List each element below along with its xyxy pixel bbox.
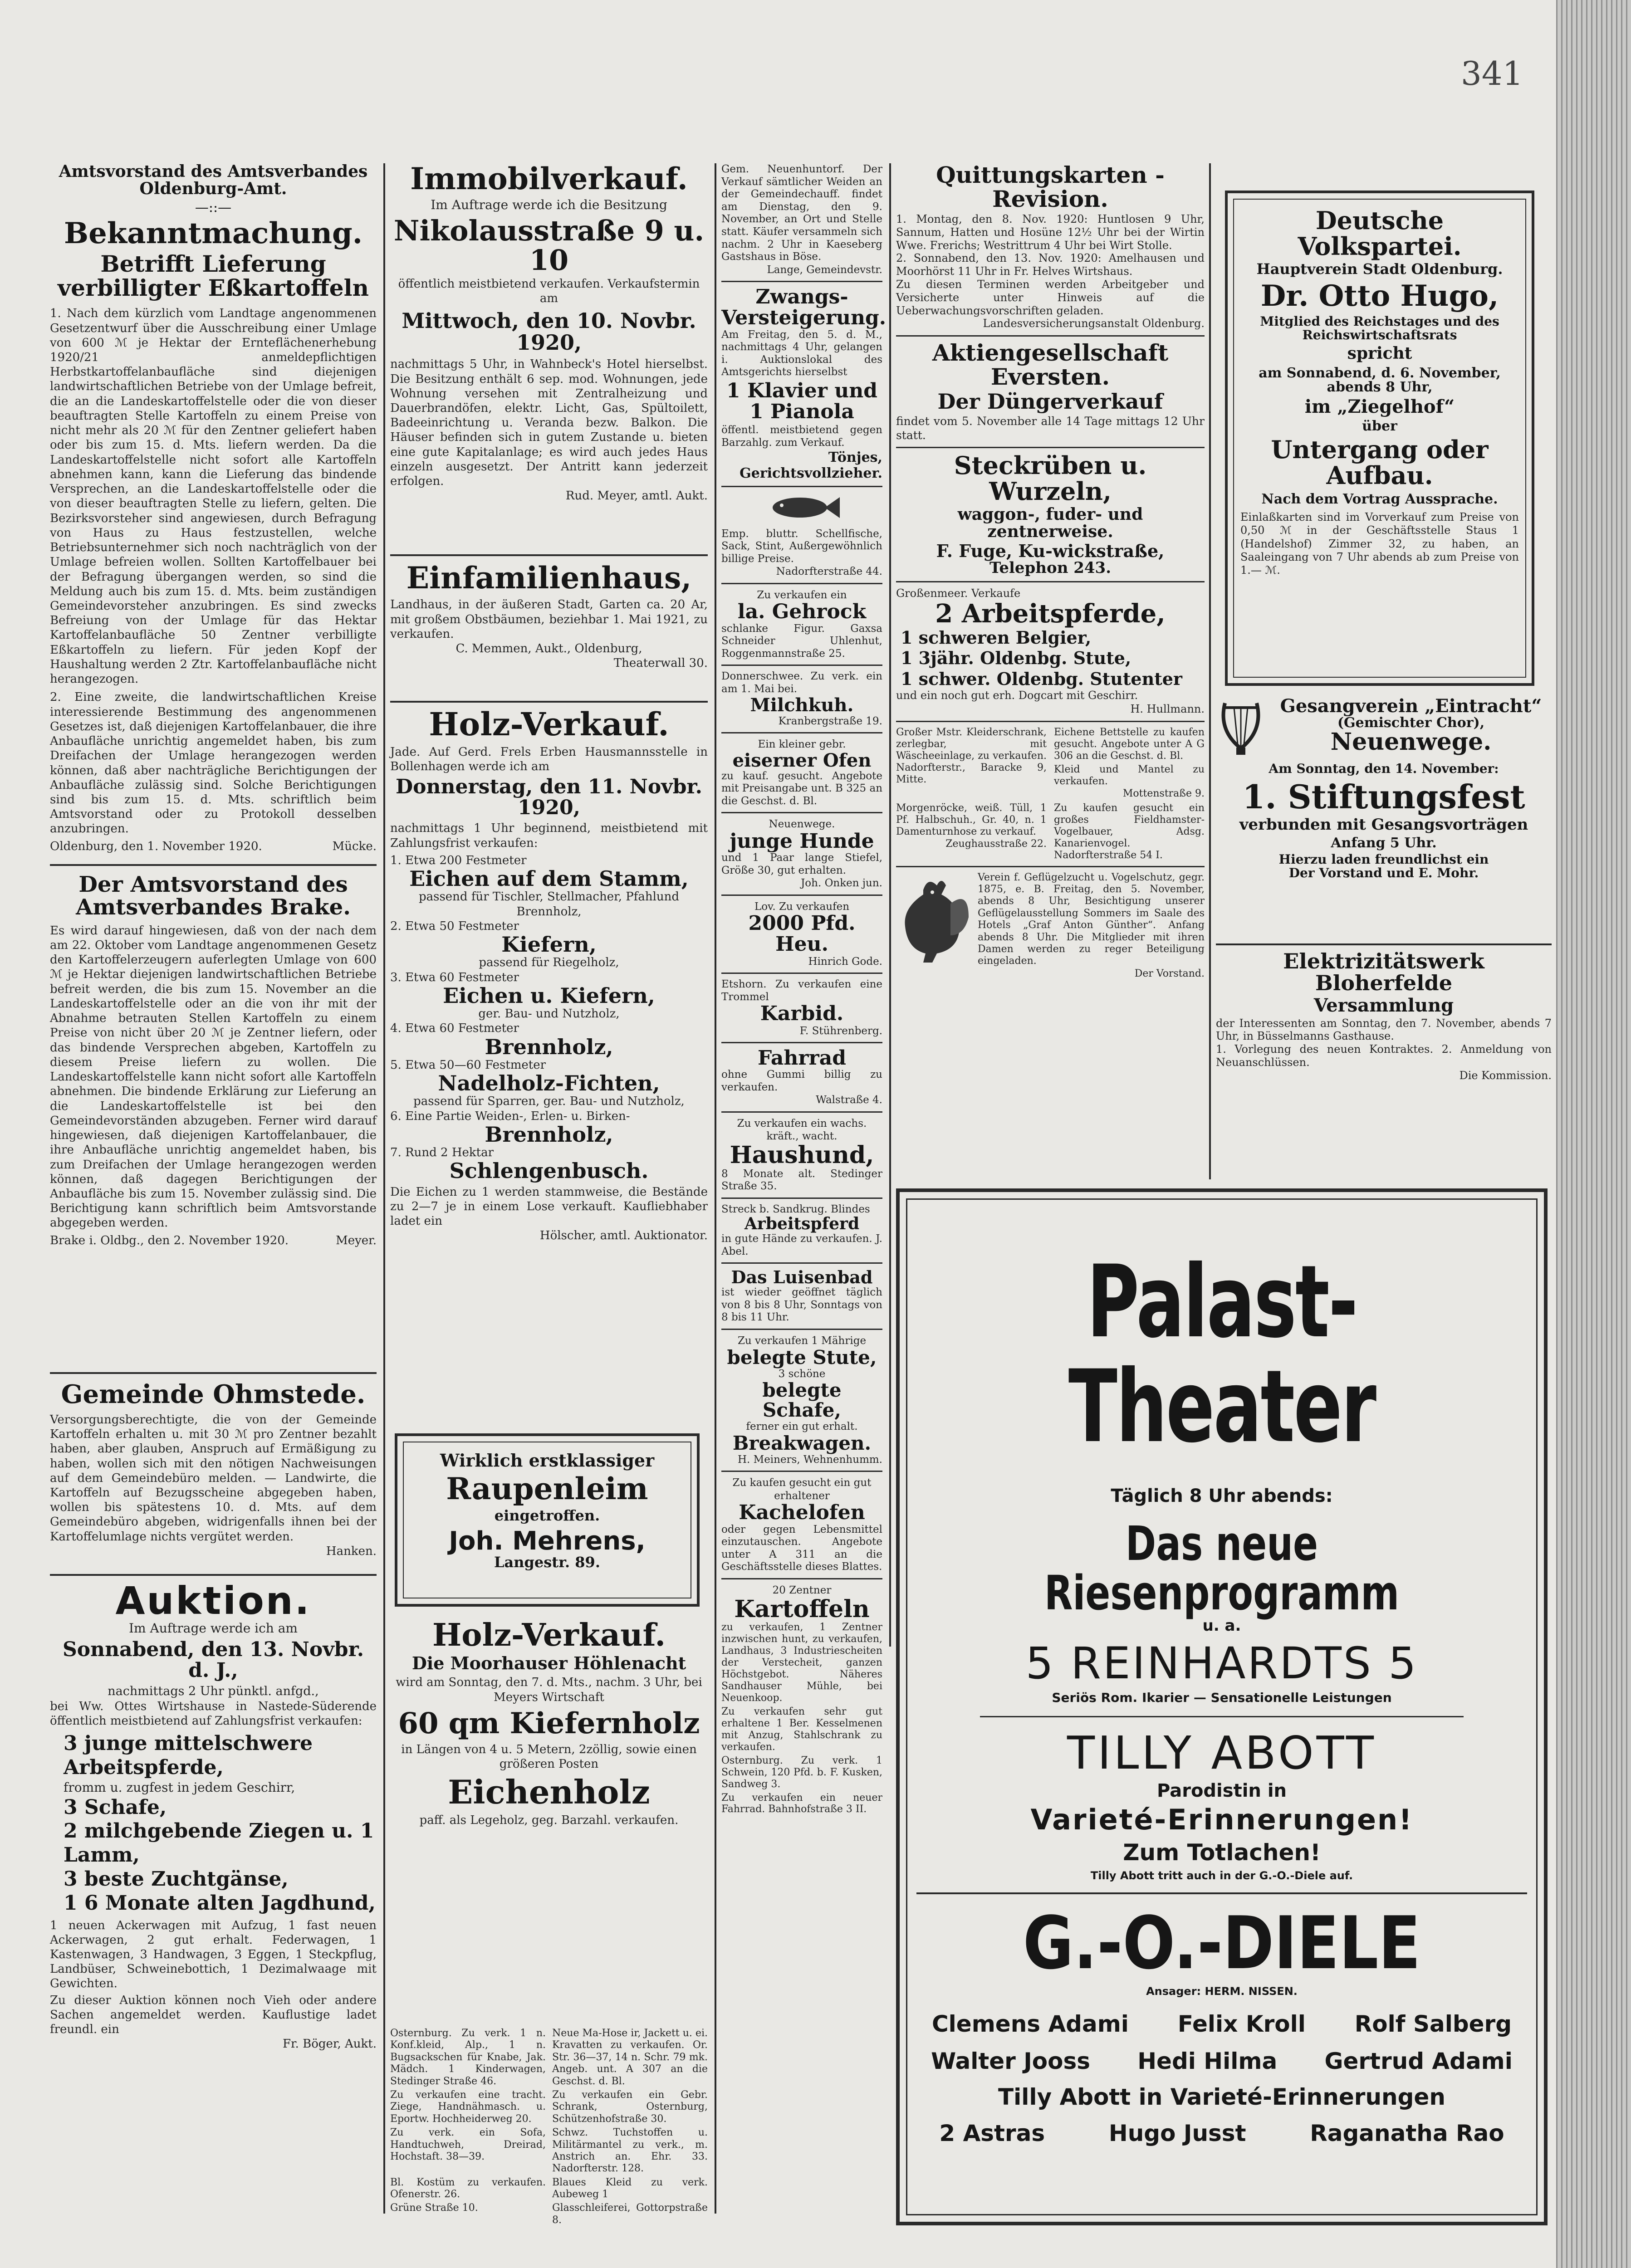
classified-ad: Neue Ma-Hose ir, Jackett u. ei. Kravatten zu verkaufen. Or. Str. 36—37, 14 n. Schr. 79 mk. Angeb. unt. A 307 an die Geschst. d. Bl. xyxy=(552,2028,708,2087)
fahrrad-address: Walstraße 4. xyxy=(816,1094,882,1106)
holz-item: 3. Etwa 60 Festmeter xyxy=(390,970,519,984)
holz-item: ger. Bau- und Nutzholz, xyxy=(478,1007,620,1021)
classified-ad: Zu verkaufen ein Gebr. Schrank, Osternburg, Schützenhofstraße 30. xyxy=(552,2089,708,2125)
divider xyxy=(721,1329,882,1330)
steckrueben-title: Steckrüben u. Wurzeln, xyxy=(954,451,1147,506)
holz-item: Eichen u. Kiefern, xyxy=(443,983,655,1008)
schafe-intro: 3 schöne xyxy=(778,1368,826,1380)
elektrizitaet-signature: Die Kommission. xyxy=(1459,1069,1552,1082)
palast-theater-reinhardts: 5 REINHARDTS 5 xyxy=(1025,1638,1418,1689)
auktion-ad xyxy=(50,1581,377,2193)
gesangverein-header xyxy=(1216,694,1552,758)
stute-title: belegte Stute, xyxy=(727,1346,877,1369)
arbeitspferde-title: 2 Arbeitspferde, xyxy=(935,598,1166,629)
authority-heading: Amtsvorstand des Amtsverbandes Oldenburg-Amt. xyxy=(59,162,368,198)
signature-place: Oldenburg, den 1. November 1920. xyxy=(50,839,262,853)
gesangverein-place: Neuenwege. xyxy=(1330,728,1492,756)
auktion-signature: Fr. Böger, Aukt. xyxy=(282,2037,377,2051)
quittung-title: Quittungskarten - Revision. xyxy=(936,161,1165,212)
palast-theater-title: Palast-Theater xyxy=(1068,1244,1376,1465)
auktion-items xyxy=(50,1732,377,1915)
steckrueben-phone: Telephon 243. xyxy=(989,559,1112,577)
column-rule xyxy=(383,163,385,2214)
immobil-body: nachmittags 5 Uhr, in Wahnbeck's Hotel hierselbst. Die Besitzung enthält 6 sep. mod. Wohnungen, jede Wohnung versehen mit Zentralheizung und Dauerbrandöfen, elektr. Licht, Gas, Spültoilett, Badeeinrichtung u. Veranda bezw. Balkon. Die Häuser befinden sich in gutem Zustande u. bieten eine gute Kapitalanlage; es wird auch jedes Haus einzeln ausgesetzt. Der Antritt kann jederzeit erfolgen. xyxy=(390,357,708,489)
kachelofen-title: Kachelofen xyxy=(739,1501,865,1525)
kartoffeln-body: zu verkaufen, 1 Zentner inzwischen hunt, zu verkaufen, Landhaus, 3 Industriescheiten der Verstecheit, ganzen Höchstgebot. Näheres Sandhauser Mühle, bei Neuenkoop. xyxy=(721,1622,882,1704)
performer: Hedi Hilma xyxy=(1137,2048,1278,2075)
auktion-item: 3 beste Zuchtgänse, xyxy=(64,1867,289,1891)
raupenleim-inner xyxy=(403,1442,691,1598)
dvp-title: Deutsche Volkspartei. xyxy=(1298,206,1462,261)
einfamilienhaus-sig: C. Memmen, Aukt., Oldenburg, xyxy=(456,642,642,655)
small-ad: Kleid und Mantel zu verkaufen. xyxy=(1054,763,1205,787)
haushund-intro: Zu verkaufen ein wachs. kräft., wacht. xyxy=(737,1117,867,1143)
immobil-signature: Rud. Meyer, amtl. Aukt. xyxy=(565,489,708,503)
einfamilienhaus-body: Landhaus, in der äußeren Stadt, Garten ca. 20 Ar, mit großem Obstbäumen, beziehbar 1. Mai 1921, zu verkaufen. xyxy=(390,598,708,641)
column-3 xyxy=(721,163,887,2195)
performer: Felix Kroll xyxy=(1177,2011,1306,2038)
holz-item: 1. Etwa 200 Festmeter xyxy=(390,853,527,867)
palast-theater-program: Das neue Riesenprogramm xyxy=(1044,1516,1399,1621)
immobil-ad xyxy=(390,163,708,553)
steckrueben-sub: waggon-, fuder- und zentnerweise. xyxy=(957,504,1143,541)
divider xyxy=(721,1262,882,1264)
holz-signature: Hölscher, amtl. Auktionator. xyxy=(539,1229,708,1243)
arbeitspferde-item: 1 schweren Belgier, xyxy=(901,627,1092,648)
quittung-body-3: Zu diesen Terminen werden Arbeitgeber und Versicherte unter Hinweis auf die Ueberwachungsvorschriften geladen. xyxy=(896,278,1205,317)
haushund-title: Haushund, xyxy=(730,1141,874,1169)
holz-items xyxy=(390,853,708,1182)
small-ads-stack xyxy=(721,163,887,1815)
raupenleim-title: Raupenleim xyxy=(446,1471,648,1506)
stiftungsfest-signature: Der Vorstand und E. Mohr. xyxy=(1288,865,1479,880)
palast-theater-totlachen: Zum Totlachen! xyxy=(1123,1839,1321,1866)
eversten-body: findet vom 5. November alle 14 Tage mittags 12 Uhr statt. xyxy=(896,415,1205,442)
raupenleim-line: Wirklich erstklassiger xyxy=(440,1450,655,1471)
auktion-item: 2 milchgebende Ziegen u. 1 Lamm, xyxy=(64,1819,374,1867)
holz-item: 4. Etwa 60 Festmeter xyxy=(390,1022,519,1036)
divider xyxy=(721,1111,882,1113)
holz-item: 6. Eine Partie Weiden-, Erlen- u. Birken- xyxy=(390,1109,630,1123)
holz-title: Holz-Verkauf. xyxy=(429,705,669,743)
signature-name: Meyer. xyxy=(336,1233,377,1247)
go-diele-row xyxy=(907,2011,1536,2037)
ofen-intro: Ein kleiner gebr. xyxy=(758,738,846,751)
elektrizitaet-title: Elektrizitätswerk Bloherfelde xyxy=(1283,949,1484,996)
holz2-big-2: Eichenholz xyxy=(448,1773,650,1812)
gem-signature: Lange, Gemeindevstr. xyxy=(767,264,882,276)
auktion-date: Sonnabend, den 13. Novbr. d. J., xyxy=(62,1637,364,1682)
stiftungsfest-sub: verbunden mit Gesangsvorträgen xyxy=(1239,815,1528,834)
ofen-body: zu kauf. gesucht. Angebote mit Preisangabe unt. B 325 an die Geschst. d. Bl. xyxy=(721,770,883,807)
immobil-intro: Im Auftrage werde ich die Besitzung xyxy=(431,197,667,213)
gefluegel-body: Verein f. Geflügelzucht u. Vogelschutz, gegr. 1875, e. B. Freitag, den 5. November, abends 8 Uhr, Besichtigung unserer Geflügelausstellung Sommers im Saale des Hotels „Graf Anton Günther“. Anfang abends 8 Uhr. Die Mitglieder mit ihren Damen werden zu reger Beteiligung eingeladen. xyxy=(978,871,1205,967)
notice-body-1: 1. Nach dem kürzlich vom Landtage angenommenen Gesetzentwurf über die Ausschreibung einer Umlage von 600 ℳ je Hektar der Ernteflächenerhebung 1920/21 anmeldepflichtigen Herbstkartoffelanbaufläche sind diejenigen landwirtschaftlichen Betriebe von der Umlage befreit, die an die Landeskartoffelstelle oder die von dieser beauftragten Stelle Kartoffeln zu einem Preise von nicht mehr als 20 ℳ für den Zentner geliefert haben oder bis zum 15. d. Mts. liefern werden. Da die Landeskartoffelstelle nicht sofort alle Kartoffeln abnehmen kann, kann die Lieferung das bindende Versprechen, an die Landeskartoffelstelle oder die von dieser beauftragten Stelle zu liefern, gelten. Die Bezirksvorsteher sind angewiesen, durch Befragung von Haus zu Haus festzustellen, welche Betriebsunternehmer sich noch nachträglich von der Umlage befreien wollen. Sollten Kartoffelbauer bei der Befragung übergangen werden, so sind die Meldung auch bis zum 15. d. Mts. beim zuständigen Gemeindevorsteher anzubringen. Es sind zwecks Befreiung von der Umlage für das Hektar Kartoffelanbaufläche 50 Zentner verbilligte Eßkartoffeln zu liefern. Für jeden Kopf der Haushaltung werden 2 Ztr. Kartoffelanbaufläche nicht herangezogen. xyxy=(50,307,377,686)
auktion-item: 3 junge mittelschwere Arbeitspferde, xyxy=(64,1732,313,1779)
divider xyxy=(721,1042,882,1043)
auktion-title: Auktion. xyxy=(115,1579,311,1623)
ofen-title: eiserner Ofen xyxy=(732,749,872,771)
dvp-speaker: Dr. Otto Hugo, xyxy=(1260,279,1499,313)
holz2-text-2: in Längen von 4 u. 5 Metern, 2zöllig, sowie einen größeren Posten xyxy=(401,1742,697,1771)
dvp-date: am Sonnabend, d. 6. November, abends 8 Uhr, xyxy=(1259,365,1501,396)
column-1 xyxy=(50,163,377,2195)
divider xyxy=(50,1372,377,1374)
classified-ad: Schwz. Tuchstoffen u. Militärmantel zu verk., m. Anstrich an. Ehr. 33. Nadorfterstr. 128. xyxy=(552,2127,708,2175)
milch-address: Kranbergstraße 19. xyxy=(778,715,882,727)
holz2-text-3: paff. als Legeholz, geg. Barzahl. verkaufen. xyxy=(419,1813,679,1827)
arbeitspferde-item: 1 3jähr. Oldenbg. Stute, xyxy=(901,648,1131,669)
column-rule xyxy=(889,163,891,1647)
gehrock-intro: Zu verkaufen ein xyxy=(757,589,847,601)
notice-body-2: 2. Eine zweite, die landwirtschaftlichen Kreise interessierende Bestimmung des angenommenen Gesetzes ist, daß diejenigen Kartoffelanbauer, die ihre Anbaufläche unrichtig angemeldet haben, bis zum Dreifachen der Umlage herangezogen werden können, daß aber nachträgliche Berichtigungen der Anbaufläche zulässig sind. Solche Berichtigungen sind bis zum 15. d. Mts. schriftlich beim Amtsvorstand oder zu Protokoll desselben anzubringen. xyxy=(50,690,377,836)
holz-date: Donnerstag, den 11. Novbr. 1920, xyxy=(396,775,702,820)
palast-theater-daily: Täglich 8 Uhr abends: xyxy=(1111,1486,1333,1506)
dvp-sub: Hauptverein Stadt Oldenburg. xyxy=(1256,260,1503,278)
performer: Hugo Jusst xyxy=(1108,2120,1246,2146)
luisenbad-title: Das Luisenbad xyxy=(731,1267,873,1288)
steckrueben-seller: F. Fuge, Ku-wickstraße, xyxy=(936,541,1165,562)
quittung-body-2: 2. Sonnabend, den 13. Nov. 1920: Amelhausen und Moorhörst 11 Uhr in Fr. Helves Wirtshaus. xyxy=(896,252,1205,278)
classified-ad: Zu verk. ein Sofa, Handtuchweh, Dreirad, Hochstaft. 38—39. xyxy=(390,2127,546,2162)
kachelofen-body: oder gegen Lebensmittel einzutauschen. Angebote unter A 311 an die Geschäftsstelle dieses Blattes. xyxy=(721,1523,882,1573)
divider xyxy=(390,701,708,703)
kartoffeln-more: Zu verkaufen sehr gut erhaltene 1 Ber. Kesselmenen mit Anzug, Stahlschrank zu verkaufen. xyxy=(721,1706,882,1753)
hunde-body: und 1 Paar lange Stiefel, Größe 30, gut erhalten. xyxy=(721,852,882,876)
immobil-title: Immobilverkauf. xyxy=(410,161,688,196)
holz-item: 7. Rund 2 Hektar xyxy=(390,1146,494,1160)
divider xyxy=(980,1716,1464,1717)
divider xyxy=(50,1574,377,1576)
auktion-place: bei Ww. Ottes Wirtshause in Nastede-Süderende öffentlich meistbietend auf Zahlungsfrist verkaufen: xyxy=(50,1699,377,1728)
holz-item: passend für Tischler, Stellmacher, Pfahlund Brennholz, xyxy=(418,890,680,919)
holz-item: Kiefern, xyxy=(501,932,597,957)
go-diele-row xyxy=(907,2120,1536,2146)
kachelofen-intro: Zu kaufen gesucht ein gut erhaltener xyxy=(732,1477,872,1502)
divider xyxy=(721,665,882,666)
palast-theater-ad xyxy=(896,1188,1548,2225)
performer: Rolf Salberg xyxy=(1354,2011,1512,2038)
quittung-body: 1. Montag, den 8. Nov. 1920: Huntlosen 9 Uhr, Sannum, Hatten und Hosüne 12½ Uhr bei der Wirtin Wwe. Frerichs; Westrittrum 4 Uhr bei Wirt Stolle. xyxy=(896,213,1205,252)
signature-place: Brake i. Oldbg., den 2. November 1920. xyxy=(50,1233,289,1247)
gefluegel-ad xyxy=(896,872,1205,980)
karbid-title: Karbid. xyxy=(760,1002,844,1026)
divider xyxy=(50,864,377,866)
go-diele-tilly: Tilly Abott in Varieté-Erinnerungen xyxy=(998,2084,1445,2111)
classified-ad: Zu verkaufen eine tracht. Ziege, Handnähmasch. u. Eportw. Hochheiderweg 20. xyxy=(390,2089,546,2125)
page-number: 341 xyxy=(1461,54,1523,93)
auktion-time: nachmittags 2 Uhr pünktl. anfgd., xyxy=(108,1684,319,1699)
immobil-address: Nikolausstraße 9 u. 10 xyxy=(393,214,705,277)
arbeitspferd-body: in gute Hände zu verkaufen. J. Abel. xyxy=(721,1233,882,1257)
fahrrad-body: ohne Gummi billig zu verkaufen. xyxy=(721,1069,882,1093)
divider xyxy=(721,732,882,733)
schwein-ad: Osternburg. Zu verk. 1 Schwein, 120 Pfd. b. F. Kusken, Sandweg 3. xyxy=(721,1755,882,1790)
brake-body: Es wird darauf hingewiesen, daß von der nach dem am 22. Oktober vom Landtage angenommenen Gesetz den Kartoffelerzeugern auferlegten Umlage von 600 ℳ je Hektar diejenigen landwirtschaftlichen Betriebe befreit werden, die bis zum 15. November an die Landeskartoffelstelle oder an die von ihr mit der Abnahme betrauten Stellen Kartoffeln zu einem Preise von nicht über 20 ℳ je Zentner liefern, oder das bindende Versprechen abgeben, Kartoffeln zu diesem Preise liefern zu wollen. Die Landeskartoffelstelle kann nicht sofort alle Kartoffeln abnehmen. Die bindende Erklärung zur Lieferung an die Landeskartoffelstelle ist bei den Gemeindevorständen abzugeben. Ferner wird darauf hingewiesen, daß diejenigen Kartoffelanbauer, die ihre Anbaufläche unrichtig angemeldet haben, bis zum Dreifachen der Umlage herangezogen werden können, daß dagegen Berichtigungen der Anbaufläche bis zum 15. November zulässig sind. Die Berichtigung kann schriftlich beim Amtsvorstande abgegeben werden. xyxy=(50,924,377,1230)
divider xyxy=(721,281,882,282)
gesangverein-title: Gesangverein „Eintracht“ xyxy=(1280,695,1542,717)
dvp-topic: Untergang oder Aufbau. xyxy=(1271,435,1489,490)
performer: Gertrud Adami xyxy=(1324,2048,1513,2075)
zwang-body: Am Freitag, den 5. d. M., nachmittags 4 Uhr, gelangen i. Auktionslokal des Amtsgerichts hierselbst xyxy=(721,328,882,378)
divider xyxy=(721,812,882,813)
ohmstede-signature: Hanken. xyxy=(326,1544,377,1558)
holz2-sub: Die Moorhauser Höhlenacht xyxy=(411,1653,686,1674)
performer: Raganatha Rao xyxy=(1310,2120,1504,2146)
holz-intro: Jade. Auf Gerd. Frels Erben Hausmannsstelle in Bollenhagen werde ich am xyxy=(390,745,708,773)
hunde-signature: Joh. Onken jun. xyxy=(801,877,882,890)
divider xyxy=(721,486,882,487)
raupenleim-seller: Joh. Mehrens, xyxy=(449,1526,646,1556)
einfamilienhaus-sig-2: Theaterwall 30. xyxy=(613,656,708,670)
dvp-desc: Mitglied des Reichstages und des Reichswirtschaftsrats xyxy=(1260,314,1499,342)
fish-icon xyxy=(721,492,882,525)
immobil-date: Mittwoch, den 10. Novbr. 1920, xyxy=(402,308,696,355)
dvp-after: Nach dem Vortrag Aussprache. xyxy=(1261,491,1498,507)
signature-name: Mücke. xyxy=(332,839,377,853)
heu-title: 2000 Pfd. Heu. xyxy=(748,912,856,956)
auktion-intro: Im Auftrage werde ich am xyxy=(129,1621,298,1636)
performer: Walter Jooss xyxy=(931,2048,1091,2075)
rooster-icon xyxy=(896,872,973,980)
zwang-signature: Tönjes, Gerichtsvollzieher. xyxy=(740,449,882,481)
holz-time: nachmittags 1 Uhr beginnend, meistbietend mit Zahlungsfrist verkaufen: xyxy=(390,821,708,850)
breakwagen-signature: H. Meiners, Wehnenhumm. xyxy=(737,1453,882,1466)
breakwagen-intro: ferner ein gut erhalt. xyxy=(746,1421,858,1433)
palast-theater-tilly: TILLY ABOTT xyxy=(1067,1726,1376,1780)
go-diele-ansager: Ansager: HERM. NISSEN. xyxy=(1146,1985,1298,1998)
palast-theater-ua: u. a. xyxy=(1202,1617,1241,1635)
arbeitspferde-note: und ein noch gut erh. Dogcart mit Geschirr. xyxy=(896,689,1138,702)
stiftungsfest-start: Anfang 5 Uhr. xyxy=(1331,835,1437,851)
dvp-spricht: spricht xyxy=(1347,343,1412,363)
zwang-title: Zwangs-Versteigerung. xyxy=(721,285,887,330)
holz2-big: 60 qm Kiefernholz xyxy=(398,1706,700,1740)
book-gutter xyxy=(1556,0,1631,2268)
karbid-signature: F. Stührenberg. xyxy=(799,1025,882,1037)
classifieds-col2 xyxy=(390,2028,708,2226)
divider xyxy=(896,447,1205,448)
small-ad: Zu kaufen gesucht ein großes Fieldhamster-Vogelbauer, Adsg. Kanarienvogel. Nadorfterstraße 54 I. xyxy=(1054,802,1205,861)
kartoffel-notice xyxy=(50,163,377,862)
notice-subject: Betrifft Lieferung verbilligter Eßkartoffeln xyxy=(58,250,369,301)
holz-item: passend für Sparren, ger. Bau- und Nutzholz, xyxy=(413,1095,685,1109)
schafe-title: belegte Schafe, xyxy=(762,1379,842,1422)
arbeitspferd-title: Arbeitspferd xyxy=(744,1214,860,1234)
dvp-place: im „Ziegelhof“ xyxy=(1304,396,1455,417)
auktion-note: Zu dieser Auktion können noch Vieh oder andere Sachen angemeldet werden. Kauflustige ladet freundl. ein xyxy=(50,1993,377,2037)
small-ad: Eichene Bettstelle zu kaufen gesucht. Angebote unter A G 306 an die Geschst. d. Bl. xyxy=(1054,726,1205,762)
heu-signature: Hinrich Gode. xyxy=(808,955,882,968)
divider xyxy=(1216,943,1552,945)
dvp-inner xyxy=(1233,199,1526,678)
dvp-tickets: Einlaßkarten sind im Vorverkauf zum Preise von 0,50 ℳ in der Geschäftsstelle Staus 1 (Handelshof) Zimmer 32, zu haben, an Saaleingang von 7 Uhr abends ab zum Preise von 1.— ℳ. xyxy=(1240,511,1519,577)
classified-ad: Blaues Kleid zu verk. Aubeweg 1 xyxy=(552,2176,708,2200)
raupenleim-address: Langestr. 89. xyxy=(494,1553,600,1571)
raupenleim-line: eingetroffen. xyxy=(494,1507,600,1525)
divider xyxy=(721,973,882,974)
fish-ad: Emp. bluttr. Schellfische, Sack, Stint, Außergewöhnlich billige Preise. xyxy=(721,528,882,565)
classified-ad: Grüne Straße 10. xyxy=(390,2202,478,2214)
milch-intro: Donnerschwee. Zu verk. ein am 1. Mai bei. xyxy=(721,670,882,695)
divider xyxy=(721,583,882,584)
holz-item: 5. Etwa 50—60 Festmeter xyxy=(390,1058,546,1072)
stute-intro: Zu verkaufen 1 Mährige xyxy=(737,1335,867,1347)
ohmstede-title: Gemeinde Ohmstede. xyxy=(61,1379,366,1409)
raupenleim-ad xyxy=(395,1433,700,1607)
gesangverein-ad xyxy=(1216,694,1552,939)
divider xyxy=(896,581,1205,582)
palast-theater-reinhardts-sub: Seriös Rom. Ikarier — Sensationelle Leistungen xyxy=(1052,1690,1392,1705)
small-ad: Großer Mstr. Kleiderschrank, zerlegbar, mit Wäscheeinlage, zu verkaufen. Nadorfterstr., Baracke 9, Mitte. xyxy=(896,726,1047,785)
gehrock-title: la. Gehrock xyxy=(737,600,867,624)
divider xyxy=(721,1471,882,1472)
palast-theater-parodistin: Parodistin in xyxy=(1156,1780,1287,1802)
small-ad-address: Mottenstraße 9. xyxy=(1122,787,1205,799)
breakwagen-title: Breakwagen. xyxy=(732,1432,872,1454)
gem-notice: Gem. Neuenhuntorf. Der Verkauf sämtlicher Weiden an der Gemeindechauff. findet am Dienstag, den 9. November, an Ort und Stelle statt. Käufer versammeln sich nachm. 2 Uhr in Kaeseberg Gastshaus in Böse. xyxy=(721,163,882,263)
hunde-title: junge Hunde xyxy=(730,829,874,853)
dvp-ad xyxy=(1225,191,1534,686)
palast-theater-note: Tilly Abott tritt auch in der G.-O.-Diele auf. xyxy=(1090,1869,1353,1882)
classified-ad: Bl. Kostüm zu verkaufen. Ofenerstr. 26. xyxy=(390,2176,546,2200)
luisenbad-body: ist wieder geöffnet täglich von 8 bis 8 Uhr, Sonntags von 8 bis 11 Uhr. xyxy=(721,1286,882,1324)
go-diele-row xyxy=(907,2048,1536,2074)
column-rule xyxy=(715,163,716,2214)
divider xyxy=(390,554,708,556)
haushund-body: 8 Monate alt. Stedinger Straße 35. xyxy=(721,1168,882,1193)
small-ad-group xyxy=(1054,727,1205,800)
arbeitspferd-intro: Streck b. Sandkrug. Blindes xyxy=(721,1203,870,1215)
divider xyxy=(721,1578,882,1579)
eversten-title: Aktiengesellschaft Eversten. xyxy=(932,339,1169,390)
einfamilienhaus-ad xyxy=(390,562,708,699)
divider xyxy=(896,335,1205,337)
auktion-more: 1 neuen Ackerwagen mit Aufzug, 1 fast neuen Ackerwagen, 2 gut erhalt. Federwagen, 1 Kastenwagen, 3 Handwagen, 3 Eggen, 1 Steckpflug, Landbüser, Schweinebottich, 1 Dezimalwaage mit Gewichten. xyxy=(50,1918,377,1991)
column-4-stack xyxy=(896,163,1205,980)
stiftungsfest-title: 1. Stiftungsfest xyxy=(1242,777,1525,816)
elektrizitaet-items: 1. Vorlegung des neuen Kontraktes. 2. Anmeldung von Neuanschlüssen. xyxy=(1216,1043,1552,1069)
column-2 xyxy=(390,161,708,2226)
dvp-ueber: über xyxy=(1362,418,1397,434)
fish-address: Nadorfterstraße 44. xyxy=(776,566,882,578)
gefluegel-text xyxy=(978,872,1205,980)
palast-theater-variete: Varieté-Erinnerungen! xyxy=(1030,1803,1413,1837)
ohmstede-notice xyxy=(50,1381,377,1572)
immobil-text: öffentlich meistbietend verkaufen. Verkaufstermin am xyxy=(398,277,700,306)
notice-title: Bekanntmachung. xyxy=(64,216,363,251)
holz-note: Die Eichen zu 1 werden stammweise, die Bestände zu 2—7 je in einem Lose verkauft. Kaufliebhaber ladet ein xyxy=(390,1185,708,1228)
karbid-intro: Etshorn. Zu verkaufen eine Trommel xyxy=(721,978,882,1003)
go-diele-title: G.-O.-DIELE xyxy=(1023,1901,1421,1986)
brake-title: Der Amtsvorstand des Amtsverbandes Brake. xyxy=(76,872,351,920)
fahrrad-ad-2: Zu verkaufen ein neuer Fahrrad. Bahnhofstraße 3 II. xyxy=(721,1792,882,1815)
kartoffeln-intro: 20 Zentner xyxy=(772,1584,832,1597)
elektrizitaet-ad xyxy=(1216,950,1552,1095)
lyre-icon xyxy=(1216,694,1266,758)
gefluegel-signature: Der Vorstand. xyxy=(1134,968,1205,979)
gesangverein-titles xyxy=(1270,697,1552,755)
divider xyxy=(721,894,882,896)
classified-ad: Glasschleiferei, Gottorpstraße 8. xyxy=(552,2202,708,2226)
holz-item: Schlengenbusch. xyxy=(449,1158,649,1183)
holz-verkauf-1 xyxy=(390,705,708,1474)
column-4 xyxy=(896,163,1205,1179)
performer: Clemens Adami xyxy=(931,2011,1129,2038)
divider xyxy=(896,721,1205,722)
auktion-item: 1 6 Monate alten Jagdhund, xyxy=(64,1891,376,1915)
small-ads-grid xyxy=(896,727,1205,861)
divider xyxy=(721,1198,882,1199)
holz-item: Nadelholz-Fichten, xyxy=(438,1071,660,1096)
small-ad-address: Zeughausstraße 22. xyxy=(945,838,1047,850)
small-ad-group xyxy=(896,800,1047,861)
zwang-items: 1 Klavier und 1 Pianola xyxy=(726,379,877,424)
holz-item: Brennholz, xyxy=(485,1034,613,1059)
fahrrad-title: Fahrrad xyxy=(758,1046,846,1070)
elektrizitaet-sub: Versammlung xyxy=(1313,994,1454,1016)
quittung-signature: Landesversicherungsanstalt Oldenburg. xyxy=(983,317,1205,330)
heu-intro: Lov. Zu verkaufen xyxy=(754,900,850,913)
gesangverein-date: Am Sonntag, den 14. November: xyxy=(1269,761,1499,776)
holz2-text: wird am Sonntag, den 7. d. Mts., nachm. 3 Uhr, bei Meyers Wirtschaft xyxy=(396,1676,702,1704)
holz-item: Brennholz, xyxy=(485,1122,613,1147)
elektrizitaet-body: der Interessenten am Sonntag, den 7. November, abends 7 Uhr, in Büsselmanns Gasthause. xyxy=(1216,1017,1552,1043)
arbeitspferde-intro: Großenmeer. Verkaufe xyxy=(896,587,1021,600)
ohmstede-body: Versorgungsberechtigte, die von der Gemeinde Kartoffeln erhalten u. mit 30 ℳ pro Zentner bezahlt haben, aber glauben, Anspruch auf Ermäßigung zu haben, wollen sich mit den nötigen Nachweisungen auf dem Gemeindebüro melden. — Landwirte, die Kartoffeln auf Bezugsscheine abgegeben haben, wollen bis spätestens 10. d. Mts. auf dem Gemeindebüro abgeben, widrigenfalls ihnen bei der Kartoffelumlage nichts vergütet werden. xyxy=(50,1413,377,1544)
gesangverein-sub: (Gemischter Chor), xyxy=(1337,714,1485,731)
palast-theater-inner xyxy=(906,1198,1538,2215)
classified-ad: Osternburg. Zu verk. 1 n. Konf.kleid, Alp., 1 n. Bugsackschen für Knabe, Jak. Mädch. 1 Kinderwagen, Stedinger Straße 46. xyxy=(390,2028,546,2087)
brake-notice xyxy=(50,873,377,1370)
small-ad: Morgenröcke, weiß. Tüll, 1 Pf. Halbschuh., Gr. 40, n. 1 Damenturnhose zu verkauf. xyxy=(896,802,1047,837)
holz-item: passend für Riegelholz, xyxy=(479,956,619,970)
gehrock-body: schlanke Figur. Gaxsa Schneider Uhlenhut, Roggenmannstraße 25. xyxy=(721,622,882,660)
eversten-sub: Der Düngerverkauf xyxy=(937,389,1163,414)
column-5 xyxy=(1216,163,1552,1179)
holz2-title: Holz-Verkauf. xyxy=(432,1617,666,1653)
separator: —::— xyxy=(195,199,232,215)
auktion-item: fromm u. zugfest in jedem Geschirr, xyxy=(64,1779,295,1795)
arbeitspferde-signature: H. Hullmann. xyxy=(1130,703,1205,716)
kartoffeln-title: Kartoffeln xyxy=(734,1595,870,1623)
divider xyxy=(896,866,1205,867)
hunde-intro: Neuenwege. xyxy=(769,818,835,831)
milch-title: Milchkuh. xyxy=(750,694,854,716)
arbeitspferde-item: 1 schwer. Oldenbg. Stutenter xyxy=(901,668,1182,689)
zwang-body-2: öffentl. meistbietend gegen Barzahlg. zum Verkauf. xyxy=(721,424,882,449)
column-rule xyxy=(1209,163,1211,1179)
performer: 2 Astras xyxy=(939,2120,1045,2146)
stiftungsfest-invite: Hierzu laden freundlichst ein xyxy=(1278,852,1489,867)
einfamilienhaus-title: Einfamilienhaus, xyxy=(406,560,692,596)
divider xyxy=(916,1892,1527,1894)
holz-verkauf-2 xyxy=(390,1619,708,2055)
auktion-item: 3 Schafe, xyxy=(64,1795,167,1819)
holz-item: Eichen auf dem Stamm, xyxy=(409,866,689,891)
holz-item: 2. Etwa 50 Festmeter xyxy=(390,919,519,933)
